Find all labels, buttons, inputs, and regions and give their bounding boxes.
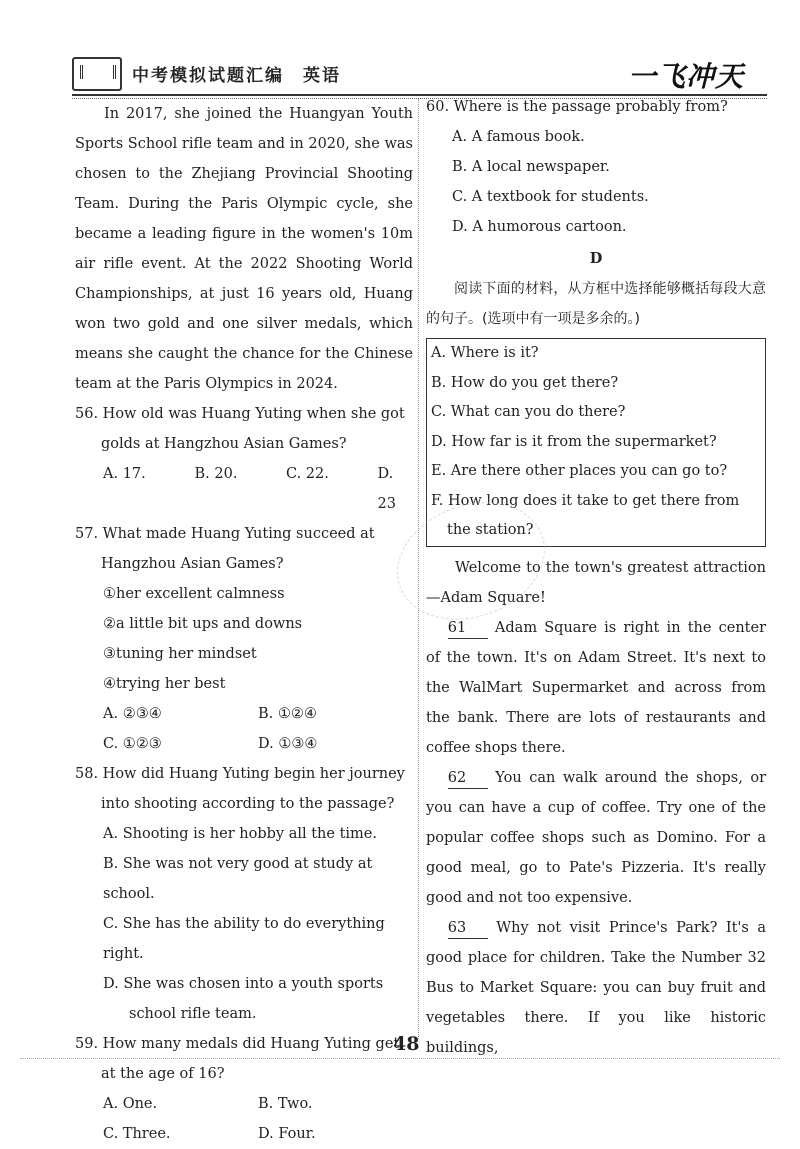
blank-62: 62: [448, 768, 488, 789]
option-row: [103, 699, 413, 729]
option-c: C. Three.: [103, 1126, 171, 1142]
passage-intro: Welcome to the town's greatest attraction—Adam Square!: [426, 559, 766, 606]
option-d: D. 23: [377, 466, 396, 512]
option-c: C. A textbook for students.: [452, 189, 649, 205]
option-d: D. She was chosen into a youth sports school rifle team.: [103, 976, 384, 1022]
question-stem: 59. How many medals did Huang Yuting get at the age of 16?: [75, 1036, 400, 1082]
page-number: 48: [393, 1033, 420, 1055]
option-b: B. ①②④: [258, 706, 317, 722]
question-stem: 56. How old was Huang Yuting when she got golds at Hangzhou Asian Games?: [75, 406, 405, 452]
option-row: [103, 729, 413, 759]
passage-paragraph: In 2017, she joined the Huangyan Youth Sports School rifle team and in 2020, she was chosen to the Zhejiang Provincial Shooting Team. During the Paris Olympic cycle, she became a leading figure in the women's 10m air rifle event. At the 2022 Shooting World Championships, at just 16 years old, Huang won two gold and one silver medals, which means she caught the chance for the Chinese team at the Paris Olympics in 2024.: [75, 106, 413, 392]
brand-logo: 一飞冲天: [627, 60, 744, 93]
blank-63: 63: [448, 918, 488, 939]
option-a: A. ②③④: [103, 706, 162, 722]
blank-61: 61: [448, 618, 488, 639]
question-stem: 58. How did Huang Yuting begin her journey into shooting according to the passage?: [75, 766, 405, 812]
option-b: B. She was not very good at study at school.: [103, 856, 373, 902]
paragraph-text: You can walk around the shops, or you can have a cup of coffee. Try one of the popular coffee shops such as Domino. For a good meal, go to Pate's Pizzeria. It's really good and not too expensive.: [426, 769, 767, 906]
choice-item-1: ①her excellent calmness: [103, 586, 285, 602]
option-b: B. A local newspaper.: [452, 159, 610, 175]
section-instruction: 阅读下面的材料，从方框中选择能够概括每段大意的句子。(选项中有一项是多余的。): [426, 281, 766, 327]
option-a: A. Shooting is her hobby all the time.: [103, 826, 377, 842]
paragraph-63: [426, 913, 766, 1063]
question-58: [75, 759, 413, 1029]
box-option-c: C. What can you do there?: [431, 404, 626, 420]
option-row: [103, 459, 413, 519]
box-option-d: D. How far is it from the supermarket?: [431, 433, 717, 450]
paragraph-text: Adam Square is right in the center of the town. It's on Adam Street. It's next to the WalMart Supermarket and across from the bank. There are lots of restaurants and coffee shops there.: [426, 619, 766, 756]
question-60: [426, 92, 766, 242]
option-d: D. ①③④: [258, 736, 318, 752]
left-column: [75, 99, 413, 1149]
choice-item-4: ④trying her best: [103, 676, 226, 692]
choice-item-3: ③tuning her mindset: [103, 646, 257, 662]
paragraph-text: Why not visit Prince's Park? It's a good place for children. Take the Number 32 Bus to Market Square: you can buy fruit and vegetables there. If you like historic buildings,: [426, 919, 767, 1056]
question-stem: 57. What made Huang Yuting succeed at Hangzhou Asian Games?: [75, 526, 375, 572]
option-b: B. 20.: [194, 466, 238, 482]
option-row: [103, 1089, 413, 1119]
option-d: D. A humorous cartoon.: [452, 219, 627, 235]
option-c: C. 22.: [286, 466, 329, 482]
option-a: A. A famous book.: [452, 129, 585, 145]
option-row: [103, 1119, 413, 1149]
question-56: [75, 399, 413, 519]
question-57: [75, 519, 413, 759]
paragraph-62: [426, 763, 766, 913]
option-d: D. Four.: [258, 1126, 316, 1142]
box-option-e: E. Are there other places you can go to?: [431, 463, 728, 479]
option-c: C. ①②③: [103, 736, 162, 752]
choice-item-2: ②a little bit ups and downs: [103, 616, 303, 632]
option-b: B. Two.: [258, 1096, 313, 1112]
footer-rule: [20, 1058, 780, 1059]
page-header: [72, 55, 772, 93]
section-label: D: [589, 250, 603, 267]
box-option-a: A. Where is it?: [431, 345, 539, 361]
option-a: A. One.: [103, 1096, 158, 1112]
box-option-f: F. How long does it take to get there from the station?: [431, 492, 740, 538]
book-title: 中考模拟试题汇编 英语: [132, 66, 341, 86]
option-c: C. She has the ability to do everything right.: [103, 916, 385, 962]
paragraph-61: [426, 613, 766, 763]
question-stem: 60. Where is the passage probably from?: [426, 99, 728, 115]
option-a: A. 17.: [103, 466, 146, 482]
box-option-b: B. How do you get there?: [431, 374, 619, 391]
question-59: [75, 1029, 413, 1149]
book-logo-icon: [72, 57, 122, 91]
